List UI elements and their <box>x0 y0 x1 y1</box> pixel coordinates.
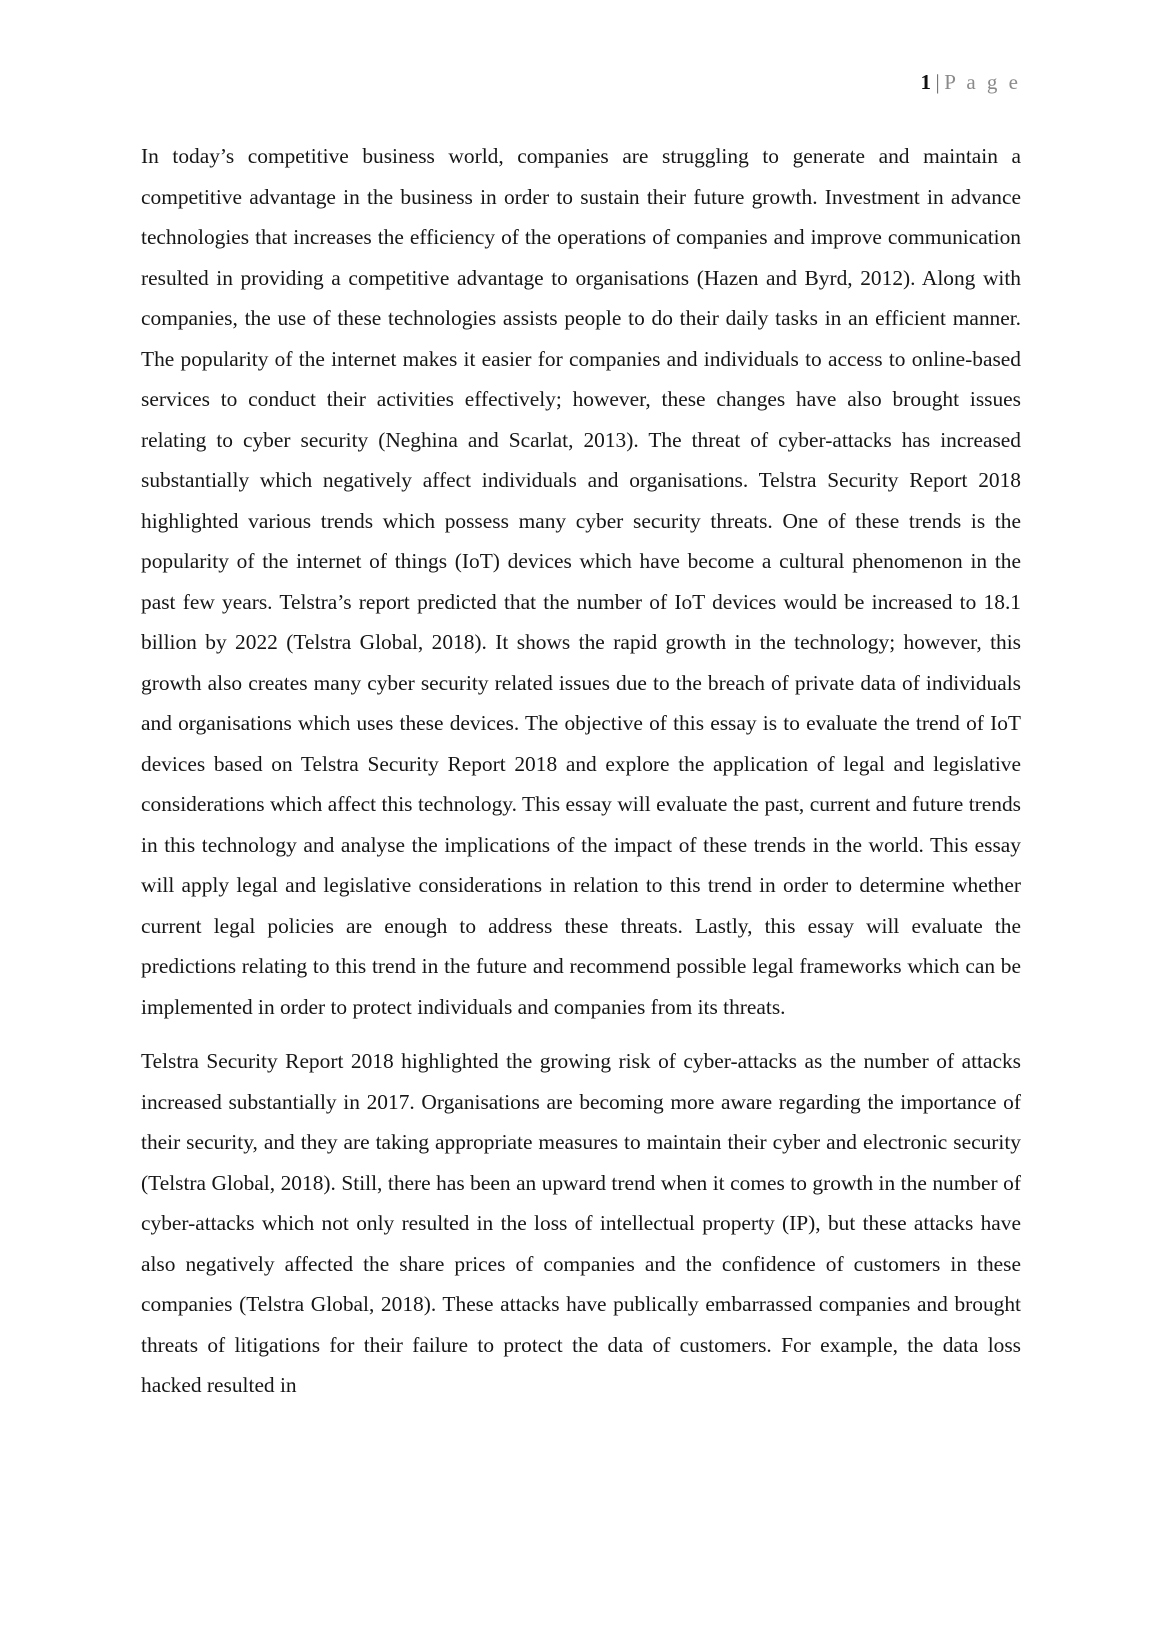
paragraph-2: Telstra Security Report 2018 highlighted the growing risk of cyber-attacks as the number of attacks increased substantially in 2017. Organisations are becoming more aware regarding the importance of their security, and they are taking appropriate measures to maintain their cyber and electronic security (Telstra Global, 2018). Still, there has been an upward trend when it comes to growth in the number of cyber-attacks which not only resulted in the loss of intellectual property (IP), but these attacks have also negatively affected the share prices of companies and the confidence of customers in these companies (Telstra Global, 2018). These attacks have publically embarrassed companies and brought threats of litigations for their failure to protect the data of customers. For example, the data loss hacked resulted in <box>141 1049 1021 1397</box>
body-text <box>141 136 1021 1420</box>
page-separator: | <box>935 70 941 94</box>
page-number: 1 <box>920 70 932 94</box>
paragraph-1: In today’s competitive business world, companies are struggling to generate and maintain a competitive advantage in the business in order to sustain their future growth. Investment in advance technologies that increases the efficiency of the operations of companies and improve communication resulted in providing a competitive advantage to organisations (Hazen and Byrd, 2012). Along with companies, the use of these technologies assists people to do their daily tasks in an efficient manner. The popularity of the internet makes it easier for companies and individuals to access to online-based services to conduct their activities effectively; however, these changes have also brought issues relating to cyber security (Neghina and Scarlat, 2013). The threat of cyber-attacks has increased substantially which negatively affect individuals and organisations. Telstra Security Report 2018 highlighted various trends which possess many cyber security threats. One of these trends is the popularity of the internet of things (IoT) devices which have become a cultural phenomenon in the past few years. Telstra’s report predicted that the number of IoT devices would be increased to 18.1 billion by 2022 (Telstra Global, 2018). It shows the rapid growth in the technology; however, this growth also creates many cyber security related issues due to the breach of private data of individuals and organisations which uses these devices. The objective of this essay is to evaluate the trend of IoT devices based on Telstra Security Report 2018 and explore the application of legal and legislative considerations which affect this technology. This essay will evaluate the past, current and future trends in this technology and analyse the implications of the impact of these trends in the world. This essay will apply legal and legislative considerations in relation to this trend in order to determine whether current legal policies are enough to address these threats. Lastly, this essay will evaluate the predictions relating to this trend in the future and recommend possible legal frameworks which can be implemented in order to protect individuals and companies from its threats. <box>141 144 1021 1019</box>
page-header <box>920 68 1021 96</box>
page-label: P a g e <box>944 70 1021 94</box>
